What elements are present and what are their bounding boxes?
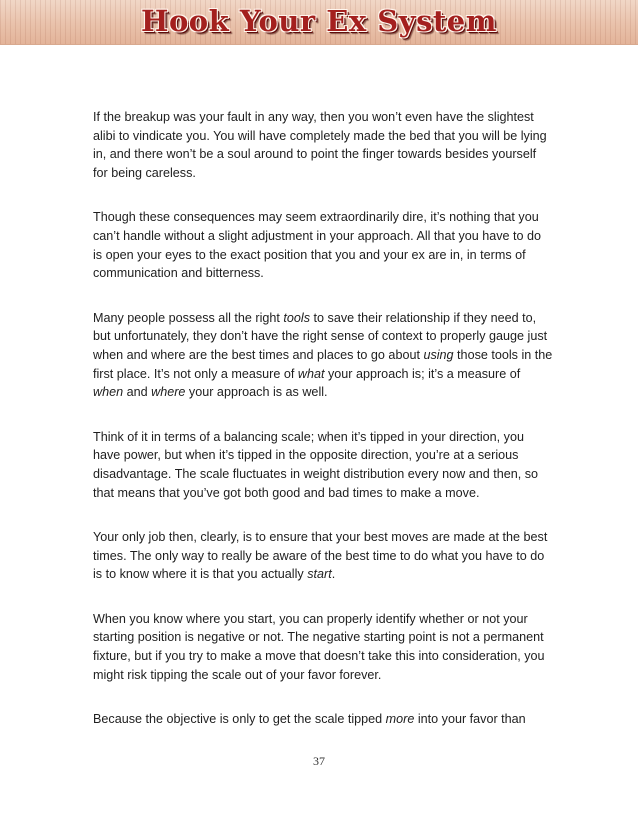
emphasized-text: when <box>93 385 124 400</box>
paragraph <box>93 528 553 584</box>
text-run: Though these consequences may seem extraordinarily dire, it’s nothing that you can’t handle without a slight adjustment in your approach. All that you have to do is open your eyes to the exact position that you and your ex are in, in terms of communication and bitterness. <box>93 210 542 281</box>
page-number: 37 <box>313 754 325 768</box>
text-run: Many people possess all the right <box>93 310 284 325</box>
header-banner <box>0 0 638 45</box>
paragraph <box>93 610 553 684</box>
text-run: . <box>331 567 336 582</box>
text-run: your approach is; it’s a measure of <box>324 366 521 381</box>
emphasized-text: more <box>385 712 415 727</box>
text-run: your approach is as well. <box>185 385 328 400</box>
paragraph <box>93 428 553 502</box>
emphasized-text: what <box>297 366 325 381</box>
paragraph <box>93 208 553 282</box>
text-run: and <box>123 385 152 400</box>
text-run: Think of it in terms of a balancing scale; when it’s tipped in your direction, you have power, but when it’s tipped in the opposite direction, you’re at a serious disadvantage. The scale fluctuates in weight distribution every now and then, so that means that you’ve got both good and bad times to make a move. <box>93 429 539 500</box>
body-text <box>93 108 553 755</box>
text-run: those tools in the first place. It’s not only a measure of <box>93 347 553 381</box>
text-run: When you know where you start, you can properly identify whether or not your starting position is negative or not. The negative starting point is not a permanent fixture, but if you try to make a move that doesn’t take this into consideration, you might risk tipping the scale out of your favor forever. <box>93 611 545 682</box>
text-run: Because the objective is only to get the scale tipped <box>93 712 386 727</box>
emphasized-text: start <box>307 567 332 582</box>
text-run: to save their relationship if they need to, but unfortunately, they don’t have the right sense of context to properly gauge just when and where are the best times and places to go about <box>93 310 548 362</box>
paragraph <box>93 710 553 729</box>
emphasized-text: tools <box>283 310 311 325</box>
paragraph <box>93 108 553 182</box>
header-title: Hook Your Ex System <box>141 4 497 38</box>
emphasized-text: where <box>151 385 186 400</box>
text-run: Your only job then, clearly, is to ensure that your best moves are made at the best times. The only way to really be aware of the best time to do what you have to do is to know where it is that you actually <box>93 530 548 582</box>
paragraph <box>93 309 553 402</box>
emphasized-text: using <box>423 347 454 362</box>
text-run: into your favor than <box>414 712 526 727</box>
text-run: If the breakup was your fault in any way, then you won’t even have the slightest alibi to vindicate you. You will have completely made the bed that you will be lying in, and there won’t be a soul around to point the finger towards besides yourself for being careless. <box>93 110 547 180</box>
